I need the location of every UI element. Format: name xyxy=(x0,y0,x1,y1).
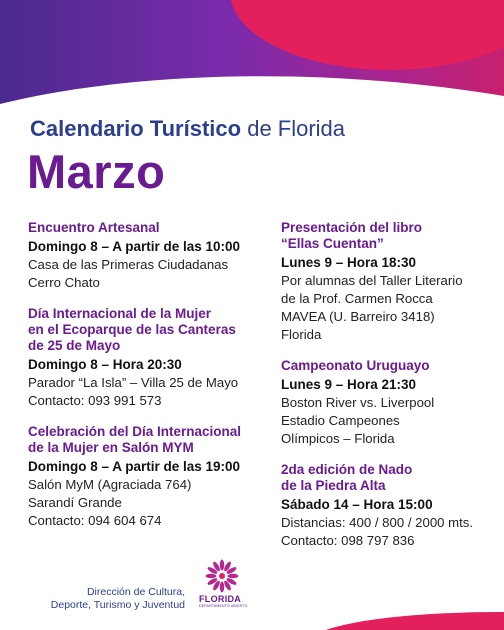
event-title-line: Presentación del libro xyxy=(281,220,423,235)
event-detail: Contacto: 094 604 674 xyxy=(28,513,162,528)
event-detail: Estadio Campeones xyxy=(281,413,400,428)
event-title-line: Campeonato Uruguayo xyxy=(281,358,430,373)
event-title-line: en el Ecoparque de las Canteras xyxy=(28,322,236,337)
event-title xyxy=(28,220,268,236)
left-column xyxy=(28,220,268,544)
event-detail: de la Prof. Carmen Rocca xyxy=(281,291,433,306)
event-title-line: Encuentro Artesanal xyxy=(28,220,160,235)
event-detail: Olímpicos – Florida xyxy=(281,431,395,446)
event-title xyxy=(281,358,496,374)
footer-line: Deporte, Turismo y Juventud xyxy=(50,599,185,611)
event-time: Sábado 14 – Hora 15:00 xyxy=(281,497,433,512)
event-time: Lunes 9 – Hora 18:30 xyxy=(281,255,417,270)
logo-name: FLORIDA xyxy=(199,594,242,604)
event-title-line: de la Piedra Alta xyxy=(281,478,386,493)
event-title xyxy=(281,462,496,494)
event-title xyxy=(28,424,268,456)
title-light: de Florida xyxy=(247,116,346,141)
event-time: Domingo 8 – A partir de las 10:00 xyxy=(28,239,241,254)
event-detail: MAVEA (U. Barreiro 3418) xyxy=(281,309,435,324)
event-detail: Florida xyxy=(281,327,322,342)
event-detail: Sarandí Grande xyxy=(28,495,122,510)
header-decoration xyxy=(0,0,504,120)
right-column xyxy=(281,220,496,564)
logo-subtitle: DEPARTAMENTO ABIERTO xyxy=(199,604,248,608)
month-title: Marzo xyxy=(27,145,166,198)
event-dia-mujer-ecoparque xyxy=(28,306,268,410)
event-detail: Cerro Chato xyxy=(28,275,100,290)
event-title-line: de 25 de Mayo xyxy=(28,338,121,353)
event-title xyxy=(28,306,268,354)
event-title-line: Celebración del Día Internacional xyxy=(28,424,242,439)
event-detail: Casa de las Primeras Ciudadanas xyxy=(28,257,229,272)
event-title-line: 2da edición de Nado xyxy=(281,462,413,477)
event-time: Lunes 9 – Hora 21:30 xyxy=(281,377,417,392)
event-detail: Parador “La Isla” – Villa 25 de Mayo xyxy=(28,375,239,390)
event-time: Domingo 8 – A partir de las 19:00 xyxy=(28,459,241,474)
event-detail: Contacto: 093 991 573 xyxy=(28,393,162,408)
event-campeonato-uruguayo xyxy=(281,358,496,448)
event-detail: Contacto: 098 797 836 xyxy=(281,533,415,548)
page-title xyxy=(30,116,345,142)
bottom-decoration xyxy=(0,600,504,630)
event-title xyxy=(281,220,496,252)
event-title-line: de la Mujer en Salón MYM xyxy=(28,440,194,455)
event-detail: Salón MyM (Agraciada 764) xyxy=(28,477,192,492)
event-title-line: “Ellas Cuentan” xyxy=(281,236,384,251)
event-nado-piedra-alta xyxy=(281,462,496,550)
event-dia-mujer-salon-mym xyxy=(28,424,268,530)
title-bold: Calendario Turístico xyxy=(30,116,242,141)
event-encuentro-artesanal xyxy=(28,220,268,292)
event-title-line: Día Internacional de la Mujer xyxy=(28,306,212,321)
event-presentacion-libro xyxy=(281,220,496,344)
event-detail: Boston River vs. Liverpool xyxy=(281,395,435,410)
event-detail: Por alumnas del Taller Literario xyxy=(281,273,463,288)
event-detail: Distancias: 400 / 800 / 2000 mts. xyxy=(281,515,474,530)
footer-line: Dirección de Cultura, xyxy=(86,586,185,598)
event-time: Domingo 8 – Hora 20:30 xyxy=(28,357,182,372)
